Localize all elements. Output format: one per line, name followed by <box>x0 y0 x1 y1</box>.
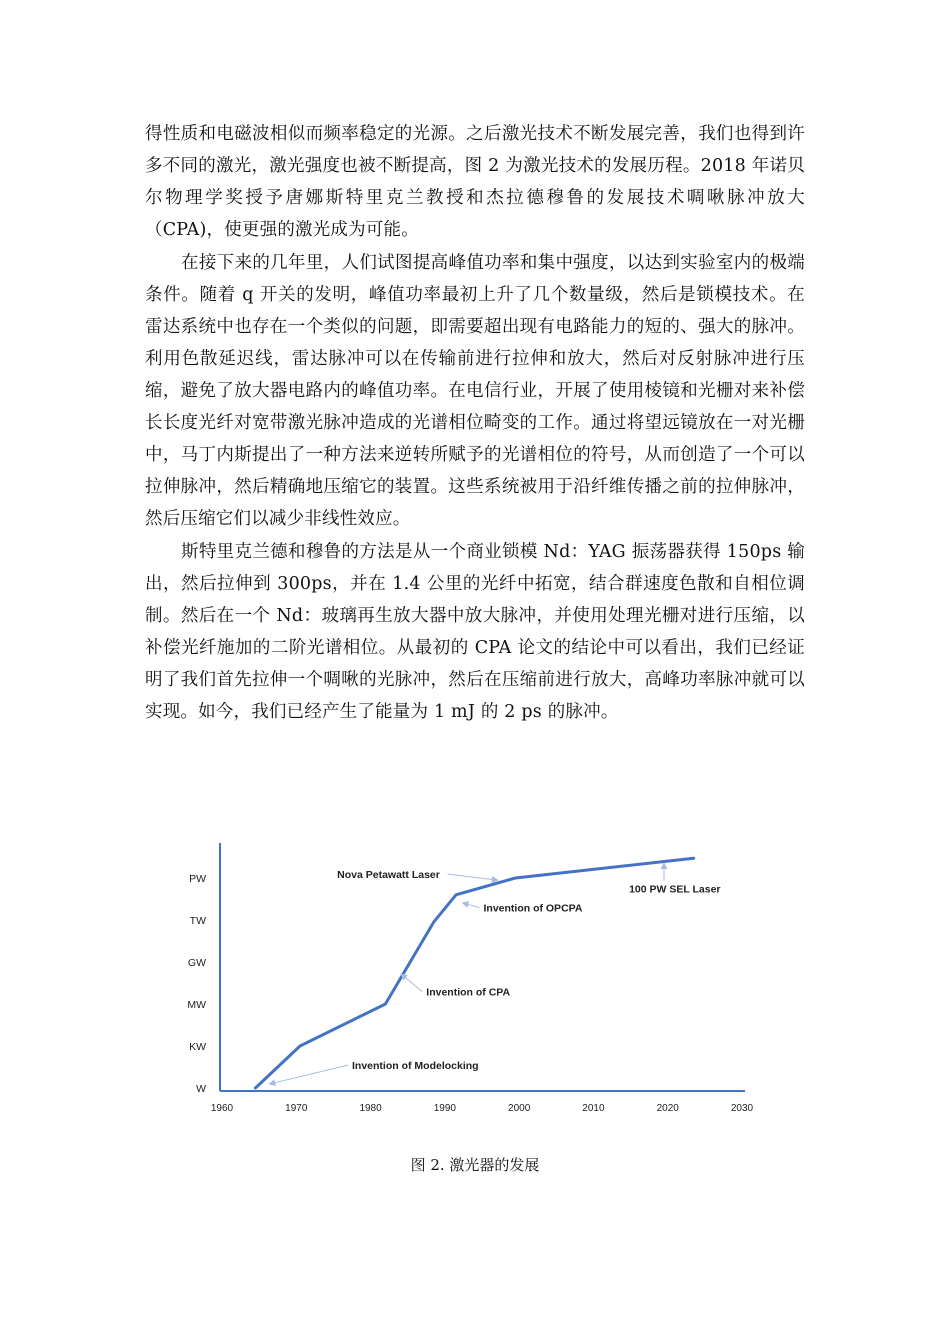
y-tick-labels <box>187 873 206 1095</box>
annotation-label: Nova Petawatt Laser <box>337 869 440 881</box>
x-tick-label: 1960 <box>210 1103 234 1114</box>
y-tick-label: TW <box>189 915 206 927</box>
y-tick-label: W <box>196 1083 206 1095</box>
y-tick-label: KW <box>189 1041 206 1053</box>
annotation-arrow <box>270 1065 348 1084</box>
series-layer <box>255 858 693 1088</box>
annotation-layer <box>270 864 720 1084</box>
x-tick-label: 2030 <box>730 1103 754 1114</box>
series-line <box>255 858 693 1088</box>
x-tick-label: 2000 <box>508 1103 531 1114</box>
laser-development-chart <box>180 835 770 1125</box>
annotation-arrow <box>448 874 497 880</box>
x-tick-label: 1970 <box>285 1103 308 1114</box>
paragraph-3: 斯特里克兰德和穆鲁的方法是从一个商业锁模 Nd：YAG 振荡器获得 150ps 输出，然后拉伸到 300ps，并在 1.4 公里的光纤中拓宽，结合群速度色散和自相位调制。然后在一个 Nd：玻璃再生放大器中放大脉冲，并使用处理光栅对进行压缩，以补偿光纤施加的二阶光谱相位。从最初的 CPA 论文的结论中可以看出，我们已经证明了我们首先拉伸一个啁啾的光脉冲，然后在压缩前进行放大，高峰功率脉冲就可以实现。如今，我们已经产生了能量为 1 mJ 的 2 ps 的脉冲。 <box>145 542 805 722</box>
figure-caption: 图 2. 激光器的发展 <box>410 1156 540 1174</box>
x-tick-labels <box>211 1103 754 1114</box>
x-tick-label: 2020 <box>656 1103 679 1114</box>
annotation-label: 100 PW SEL Laser <box>629 883 721 896</box>
x-tick-label: 1990 <box>433 1103 456 1114</box>
annotation-label: Invention of OPCPA <box>483 902 583 915</box>
annotation-arrow <box>402 975 423 992</box>
paragraph-2: 在接下来的几年里，人们试图提高峰值功率和集中强度，以达到实验室内的极端条件。随着 q 开关的发明，峰值功率最初上升了几个数量级，然后是锁模技术。在雷达系统中也存在一个类似的问题，即需要超出现有电路能力的短的、强大的脉冲。利用色散延迟线，雷达脉冲可以在传输前进行拉伸和放大，然后对反射脉冲进行压缩，避免了放大器电路内的峰值功率。在电信行业，开展了使用棱镜和光栅对来补偿长长度光纤对宽带激光脉冲造成的光谱相位畸变的工作。通过将望远镜放在一对光栅中，马丁内斯提出了一种方法来逆转所赋予的光谱相位的符号，从而创造了一个可以拉伸脉冲，然后精确地压缩它的装置。这些系统被用于沿纤维传播之前的拉伸脉冲，然后压缩它们以减少非线性效应。 <box>145 253 805 529</box>
annotation-arrow <box>463 903 479 907</box>
x-tick-label: 1980 <box>359 1103 382 1114</box>
annotation-label: Invention of Modelocking <box>352 1060 479 1073</box>
paragraph-1: 得性质和电磁波相似而频率稳定的光源。之后激光技术不断发展完善，我们也得到许多不同的激光，激光强度也被不断提高，图 2 为激光技术的发展历程。2018 年诺贝尔物理学奖授予唐娜斯特里克兰教授和杰拉德穆鲁的发展技术啁啾脉冲放大（CPA)，使更强的激光成为可能。 <box>145 124 805 240</box>
annotation-label: Invention of CPA <box>426 986 511 999</box>
article-body <box>145 118 805 729</box>
x-tick-label: 2010 <box>582 1103 605 1114</box>
y-tick-label: GW <box>187 957 206 969</box>
y-tick-label: MW <box>187 999 206 1011</box>
y-tick-label: PW <box>189 873 206 885</box>
